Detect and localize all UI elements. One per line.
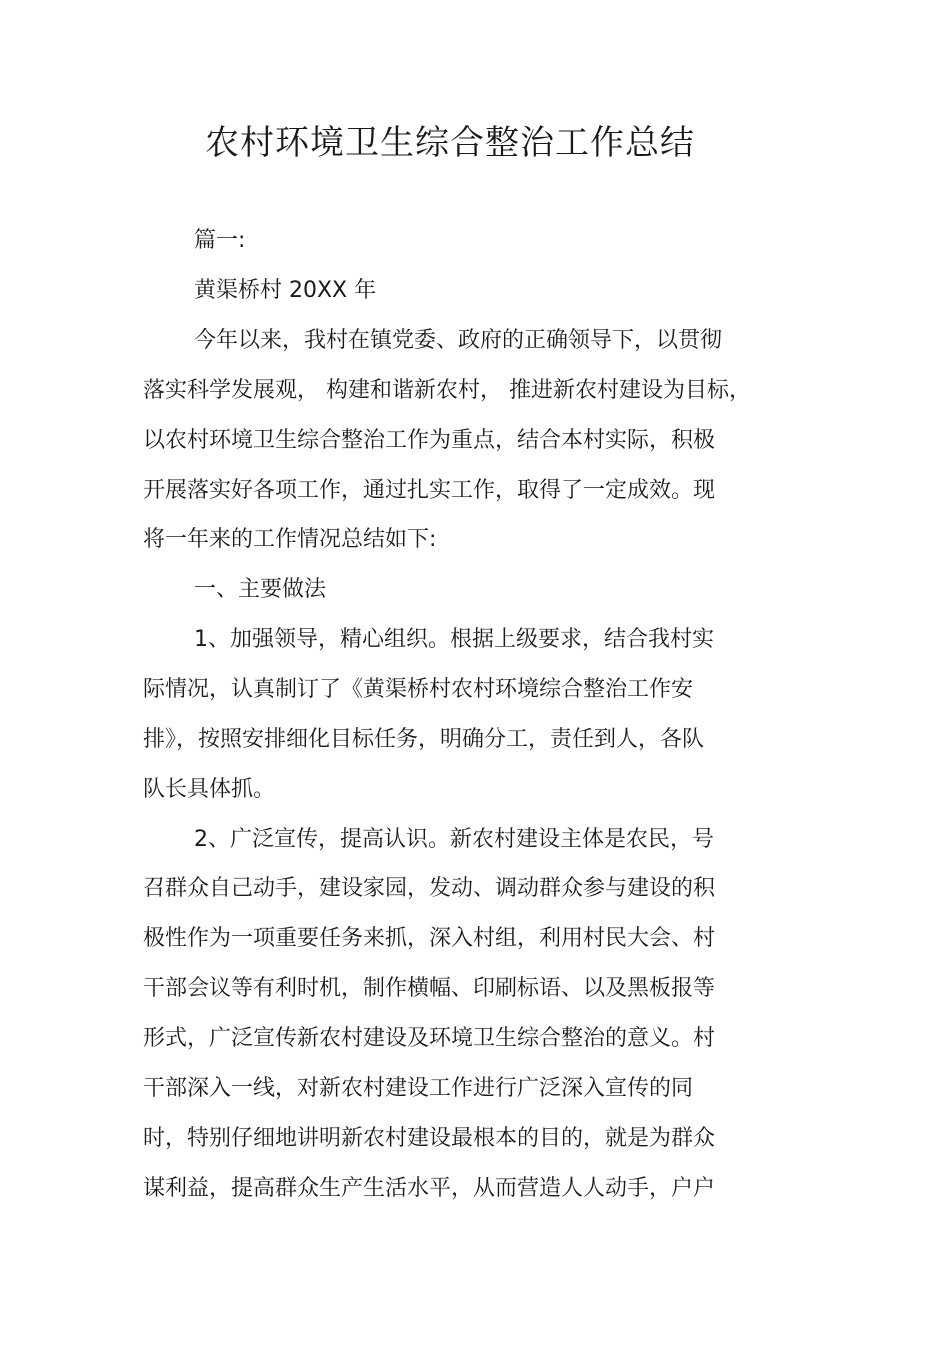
paragraph-line: 1、加强领导，精心组织。根据上级要求，结合我村实: [194, 627, 714, 652]
paragraph-line: 谋利益，提高群众生产生活水平，从而营造人人动手，户户: [143, 1176, 716, 1201]
paragraph-line: 队长具体抓。: [143, 777, 276, 802]
paragraph-line: 极性作为一项重要任务来抓，深入村组，利用村民大会、村: [143, 926, 716, 951]
paragraph-line: 时，特别仔细地讲明新农村建设最根本的目的，就是为群众: [143, 1126, 716, 1151]
paragraph-line: 今年以来，我村在镇党委、政府的正确领导下，以贯彻: [194, 328, 723, 353]
paragraph-line: 落实科学发展观， 构建和谐新农村， 推进新农村建设为目标，: [143, 378, 751, 403]
section-label: 篇一:: [194, 228, 246, 253]
paragraph-line: 以农村环境卫生综合整治工作为重点，结合本村实际，积极: [143, 428, 716, 453]
paragraph-line: 召群众自己动手，建设家园，发动、调动群众参与建设的积: [143, 876, 716, 901]
paragraph-line: 开展落实好各项工作，通过扎实工作，取得了一定成效。现: [143, 478, 716, 503]
paragraph-line: 2、广泛宣传，提高认识。新农村建设主体是农民，号: [194, 827, 714, 852]
section-heading: 一、主要做法: [194, 577, 327, 602]
paragraph-line: 际情况，认真制订了《黄渠桥村农村环境综合整治工作安: [143, 677, 694, 702]
page-title: 农村环境卫生综合整治工作总结: [205, 123, 695, 163]
paragraph-line: 排》，按照安排细化目标任务，明确分工，责任到人，各队: [143, 727, 705, 752]
paragraph-line: 将一年来的工作情况总结如下:: [143, 527, 437, 552]
paragraph-line: 形式，广泛宣传新农村建设及环境卫生综合整治的意义。村: [143, 1026, 716, 1051]
village-year-line: 黄渠桥村 20XX 年: [194, 278, 377, 303]
paragraph-line: 干部深入一线，对新农村建设工作进行广泛深入宣传的同: [143, 1076, 694, 1101]
paragraph-line: 干部会议等有利时机，制作横幅、印刷标语、以及黑板报等: [143, 976, 716, 1001]
